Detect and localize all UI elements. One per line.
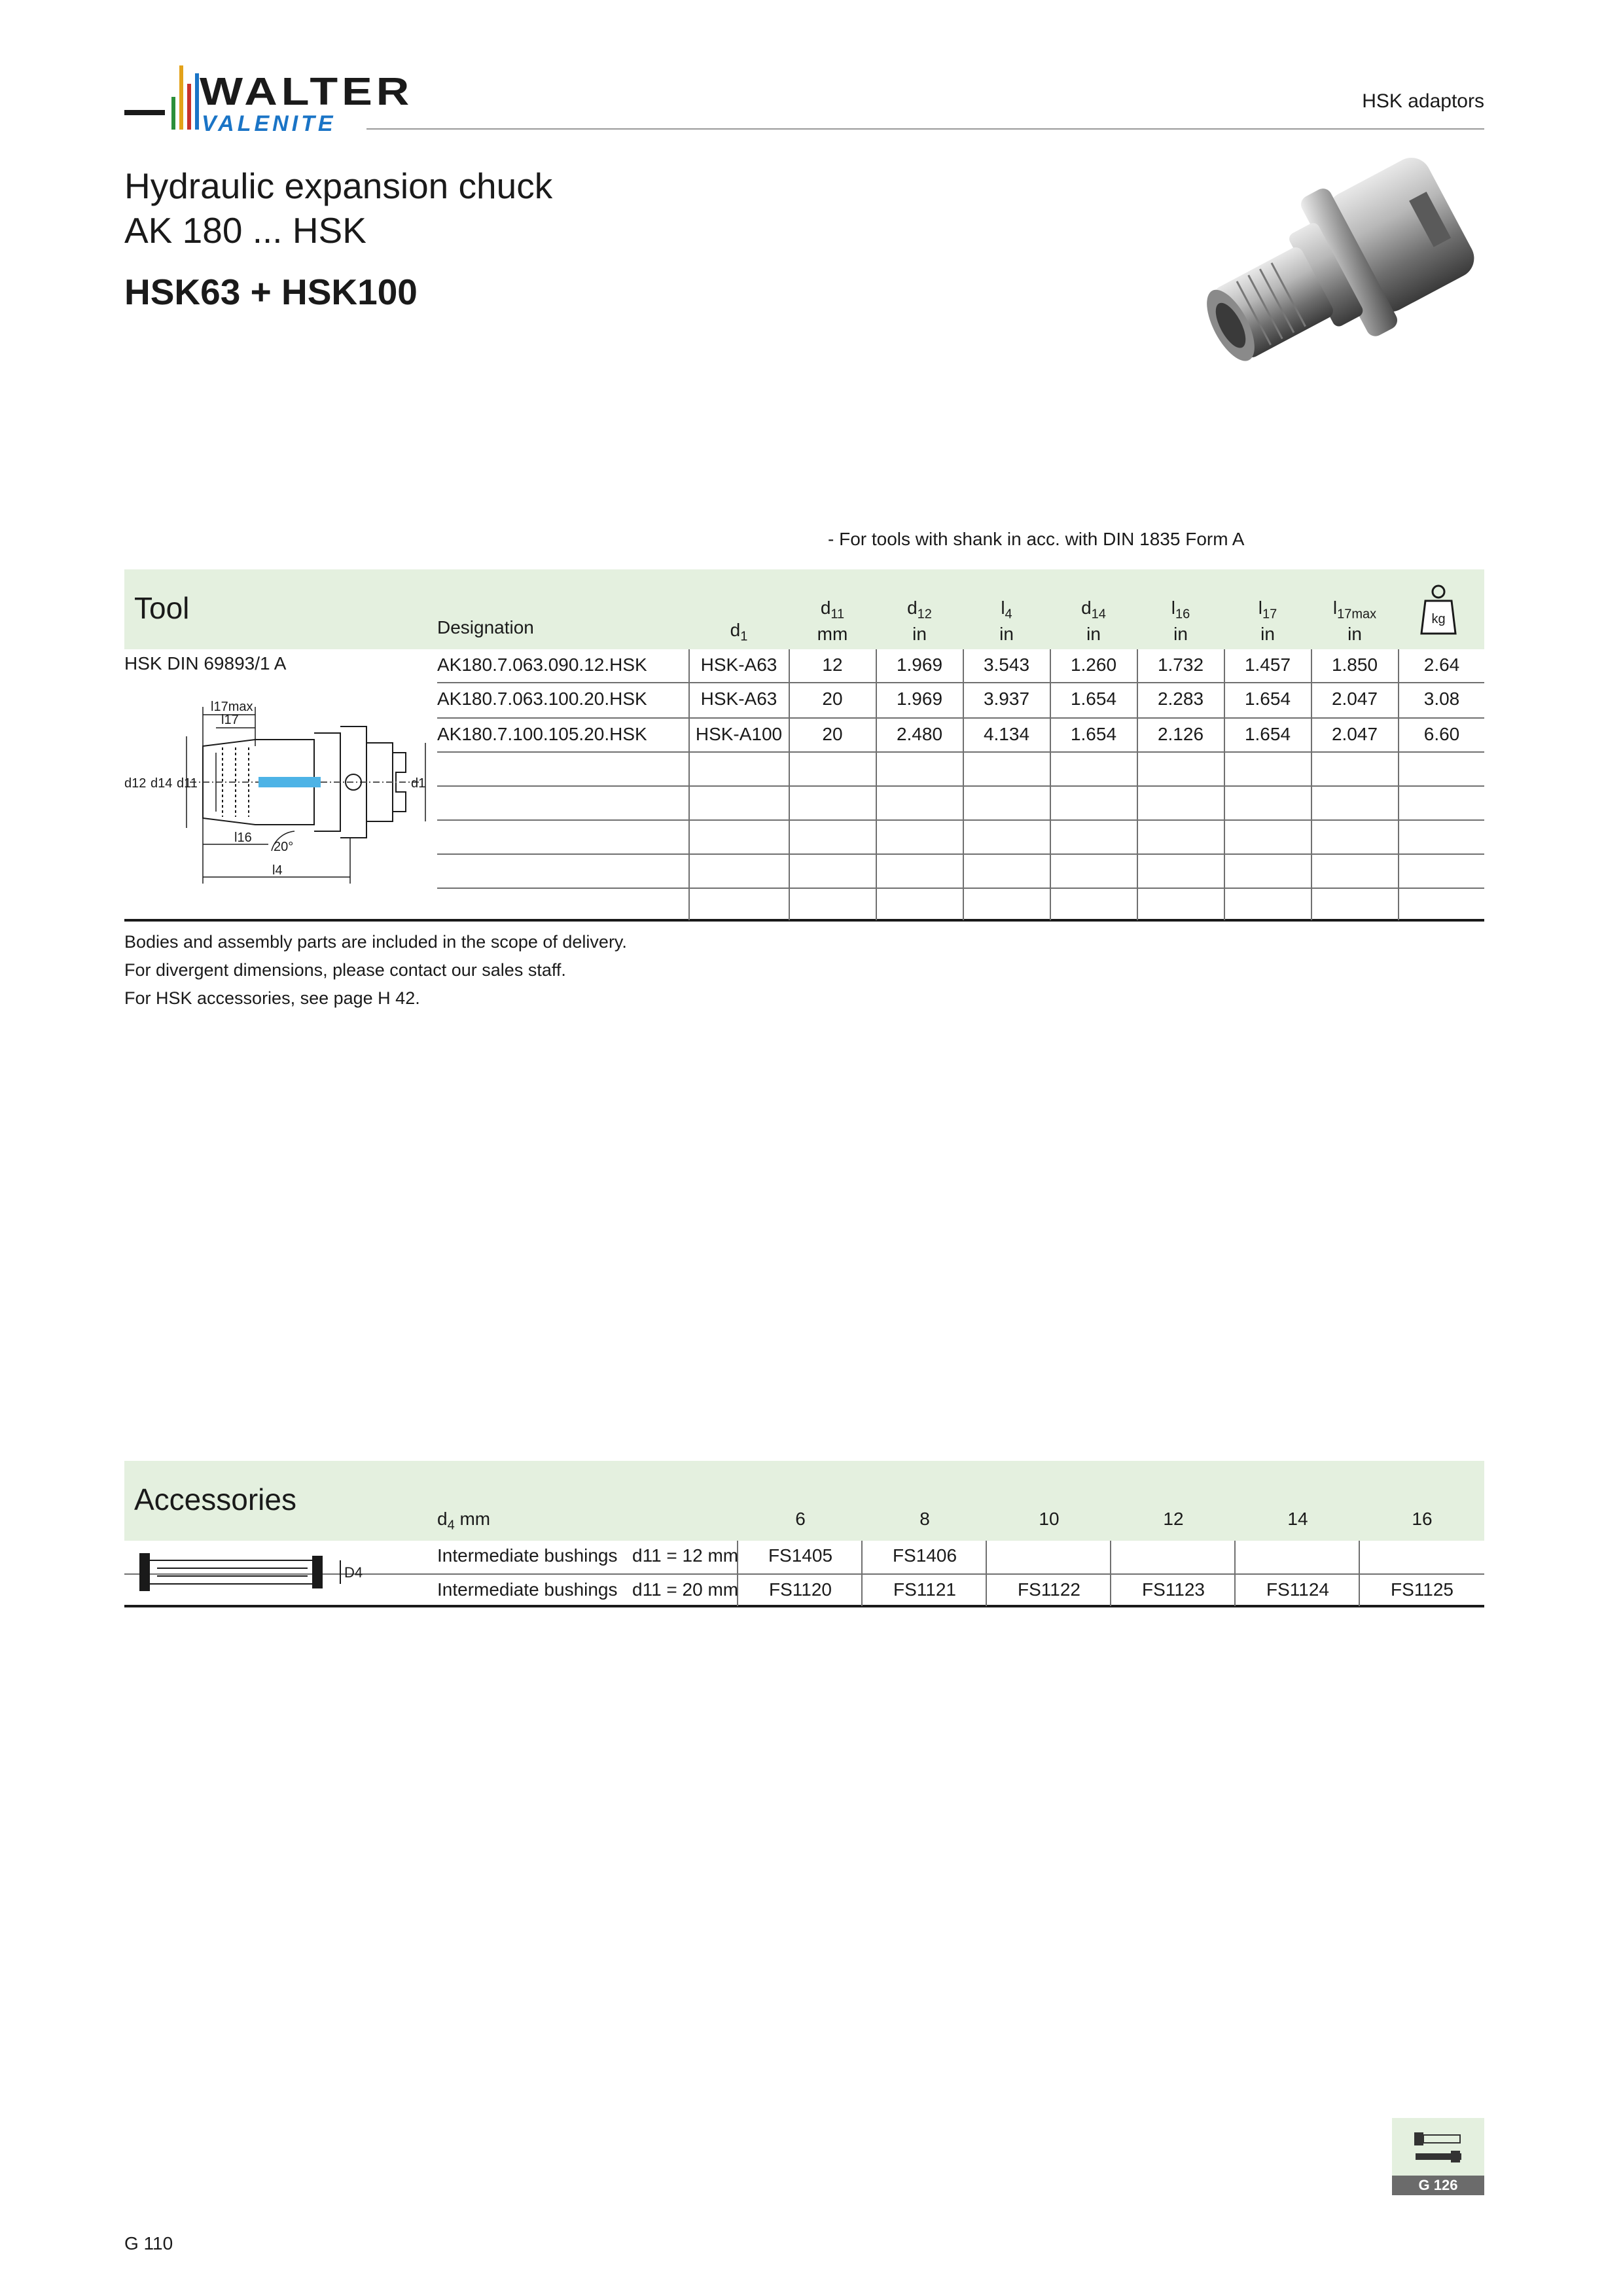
product-title: Hydraulic expansion chuck	[124, 166, 553, 206]
acc-size-16: 16	[1412, 1509, 1433, 1529]
row1-d1: HSK-A63	[700, 655, 777, 675]
acc-row2-size16: FS1125	[1391, 1579, 1454, 1600]
dim-d11: d11	[177, 776, 198, 791]
row3-l17max: 2.047	[1331, 724, 1378, 744]
row-divider	[437, 853, 1484, 855]
row-divider	[437, 785, 1484, 787]
acc-row1-name: Intermediate bushings	[437, 1545, 618, 1566]
row1-l17max: 1.850	[1331, 655, 1378, 675]
row3-d14: 1.654	[1070, 724, 1117, 744]
col-l4: $l_4$ in	[999, 598, 1014, 644]
acc-col-d4: $d_4$ mm	[437, 1509, 491, 1533]
row-divider	[437, 819, 1484, 821]
dim-angle: 20°	[274, 840, 294, 854]
accessories-section-title: Accessories	[134, 1482, 296, 1516]
row2-weight: 3.08	[1423, 689, 1460, 709]
row2-d11: 20	[822, 689, 843, 709]
note-dimensions: For divergent dimensions, please contact our sales staff.	[124, 960, 566, 980]
row1-weight: 2.64	[1423, 655, 1460, 675]
col-designation: Designation	[437, 617, 534, 637]
row2-d12: 1.969	[896, 689, 943, 709]
walter-valenite-logo: WALTER VALENITE	[124, 60, 406, 134]
dim-d1: d1	[411, 776, 426, 791]
page-reference-tab[interactable]	[1392, 2118, 1484, 2195]
table-bottom-rule	[124, 919, 1484, 922]
note-scope: Bodies and assembly parts are included in the scope of delivery.	[124, 932, 627, 952]
col-d1: $d_1$	[730, 620, 748, 644]
acc-row1-spec: d11 = 12 mm	[632, 1545, 739, 1566]
tool-section-title: Tool	[134, 591, 190, 625]
product-variant: HSK63 + HSK100	[124, 272, 418, 312]
row1-d12: 1.969	[896, 655, 943, 675]
shank-note: - For tools with shank in acc. with DIN 1835 Form A	[828, 529, 1245, 549]
row3-l4: 4.134	[983, 724, 1030, 744]
row3-weight: 6.60	[1423, 724, 1460, 744]
row3-l17: 1.654	[1244, 724, 1291, 744]
row2-l17: 1.654	[1244, 689, 1291, 709]
acc-row2-size14: FS1124	[1266, 1579, 1329, 1600]
col-l17max: $l_{17max}$ in	[1332, 598, 1377, 644]
row2-l16: 2.283	[1157, 689, 1204, 709]
col-d14: $d_{14}$ in	[1081, 598, 1106, 644]
notes-block	[124, 928, 627, 1013]
row-divider	[437, 717, 1484, 719]
hsk-standard-label: HSK DIN 69893/1 A	[124, 653, 287, 673]
product-model: AK 180 ... HSK	[124, 210, 366, 251]
dim-l17: l17	[221, 713, 239, 727]
acc-size-14: 14	[1287, 1509, 1308, 1529]
row3-l16: 2.126	[1157, 724, 1204, 744]
acc-row2-size10: FS1122	[1018, 1579, 1080, 1600]
tool-icon	[1412, 2127, 1465, 2166]
weight-unit: kg	[1431, 612, 1446, 626]
row1-l17: 1.457	[1244, 655, 1291, 675]
acc-size-8: 8	[919, 1509, 930, 1529]
row3-d1: HSK-A100	[695, 724, 783, 744]
col-d12: $d_{12}$ in	[907, 598, 932, 644]
row2-l4: 3.937	[983, 689, 1030, 709]
row-divider	[437, 888, 1484, 889]
acc-row2-size8: FS1121	[893, 1579, 956, 1600]
row2-d1: HSK-A63	[700, 689, 777, 709]
row1-designation: AK180.7.063.090.12.HSK	[437, 655, 647, 675]
dim-d12: d12	[124, 776, 147, 791]
row-divider	[437, 682, 1484, 683]
row3-d11: 20	[822, 724, 843, 744]
row1-d14: 1.260	[1070, 655, 1117, 675]
bushing-drawing	[131, 1549, 366, 1596]
weight-icon	[1419, 583, 1458, 637]
col-l17: $l_{17}$ in	[1258, 598, 1277, 644]
page-reference-label: G 126	[1392, 2176, 1484, 2195]
dim-l16: l16	[234, 831, 252, 845]
row2-l17max: 2.047	[1331, 689, 1378, 709]
acc-row2-spec: d11 = 20 mm	[632, 1579, 739, 1600]
acc-row1-size8: FS1406	[892, 1545, 957, 1566]
note-accessories: For HSK accessories, see page H 42.	[124, 988, 420, 1008]
header-divider	[366, 128, 1484, 130]
acc-size-10: 10	[1039, 1509, 1060, 1529]
row-divider	[437, 751, 1484, 753]
row1-l4: 3.543	[983, 655, 1030, 675]
row1-d11: 12	[822, 655, 843, 675]
acc-row2-size6: FS1120	[769, 1579, 832, 1600]
acc-bottom-rule	[124, 1605, 1484, 1607]
acc-size-6: 6	[795, 1509, 806, 1529]
acc-row2-name: Intermediate bushings	[437, 1579, 618, 1600]
row3-d12: 2.480	[896, 724, 943, 744]
acc-row1-size6: FS1405	[768, 1545, 833, 1566]
dim-l4: l4	[272, 863, 283, 878]
section-title: HSK adaptors	[1362, 90, 1484, 112]
row3-designation: AK180.7.100.105.20.HSK	[437, 724, 647, 744]
row2-designation: AK180.7.063.100.20.HSK	[437, 689, 647, 709]
acc-size-12: 12	[1163, 1509, 1184, 1529]
page-number: G 110	[124, 2233, 173, 2253]
col-l16: $l_{16}$ in	[1171, 598, 1190, 644]
col-d11: $d_{11}$ mm	[817, 598, 848, 644]
row1-l16: 1.732	[1157, 655, 1204, 675]
row2-d14: 1.654	[1070, 689, 1117, 709]
dim-d14: d14	[151, 776, 173, 791]
chuck-technical-drawing	[124, 687, 432, 890]
product-image	[1165, 147, 1505, 422]
dim-l17max: l17max	[211, 700, 253, 714]
dim-D4: D4	[344, 1564, 363, 1581]
acc-row2-size12: FS1123	[1142, 1579, 1205, 1600]
